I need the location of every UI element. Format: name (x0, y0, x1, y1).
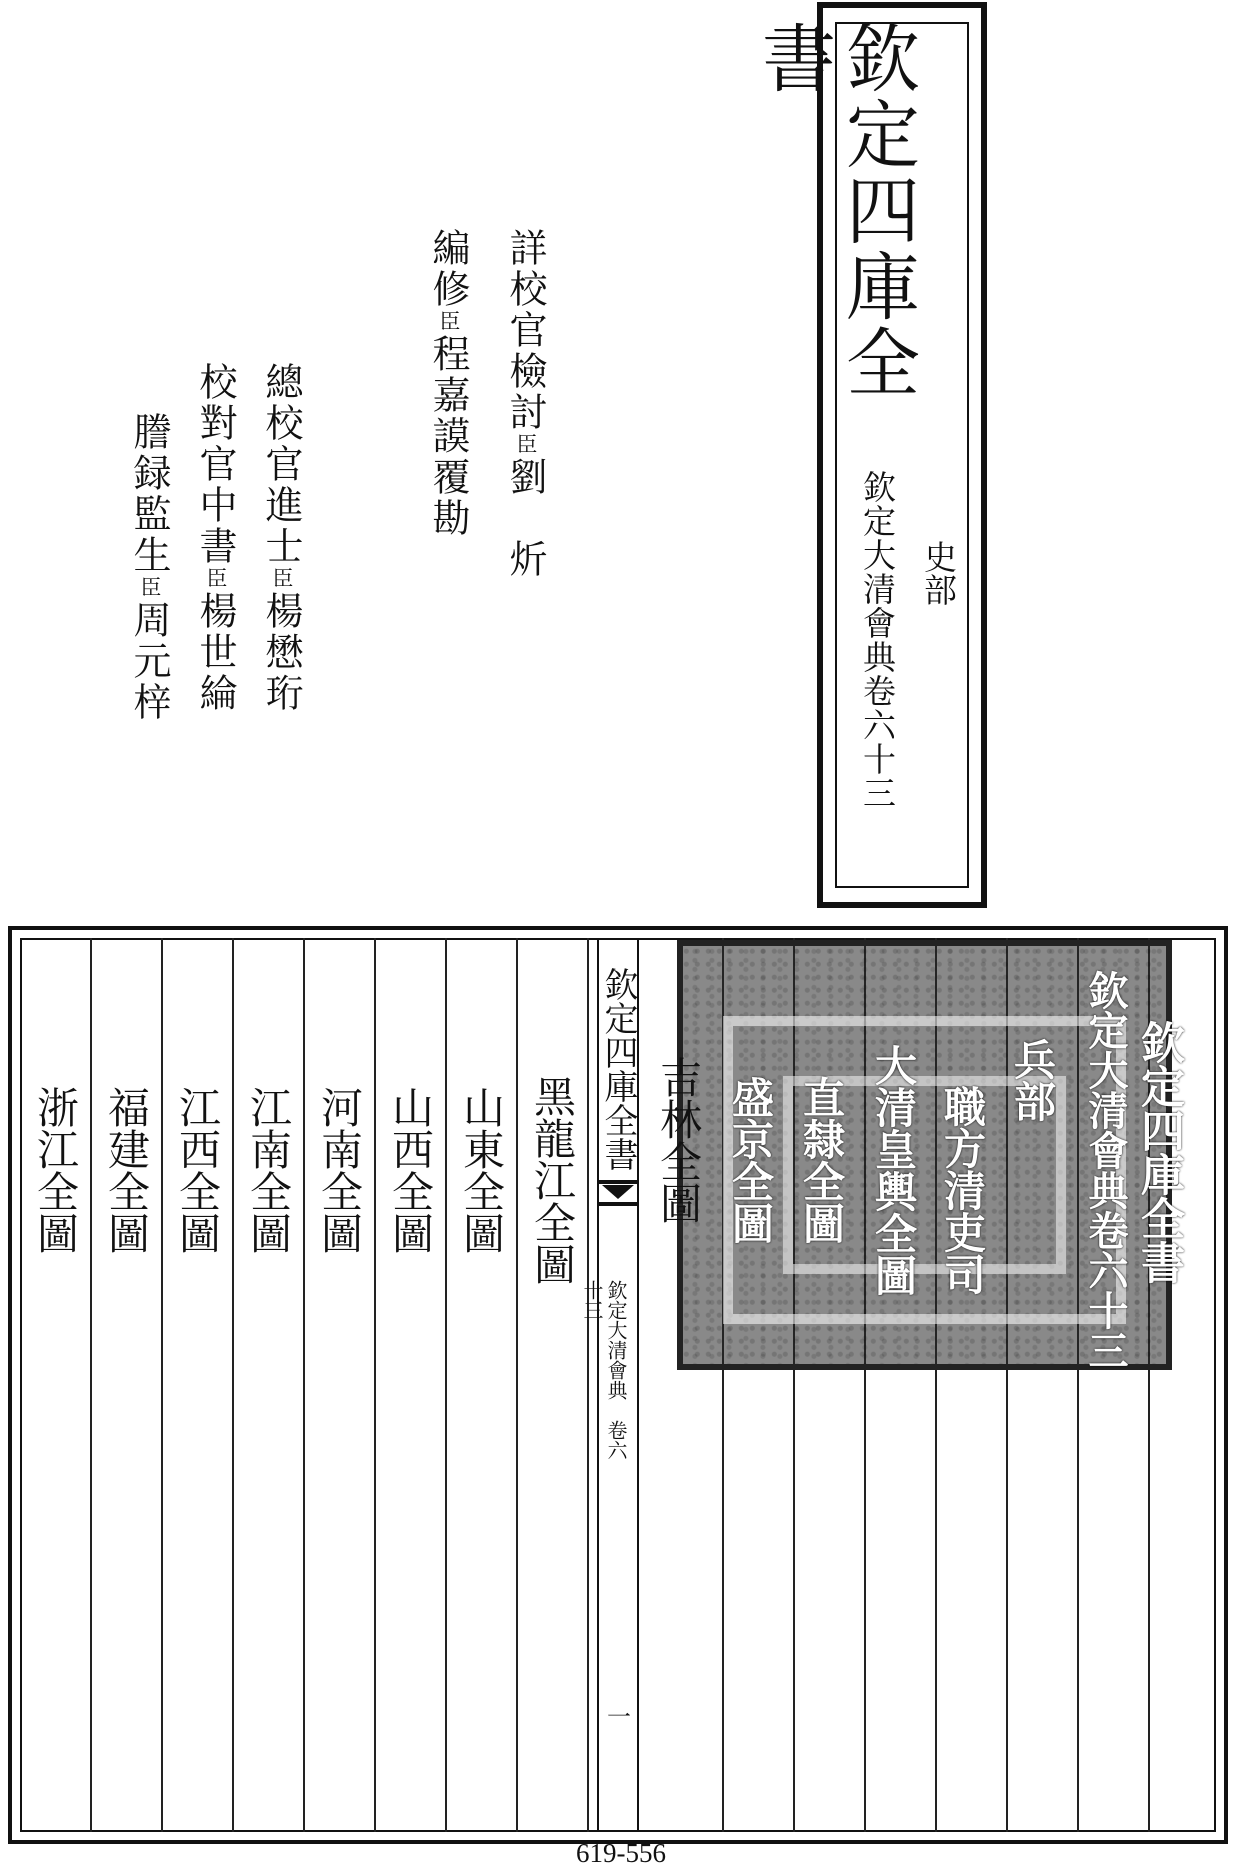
credit-name: 程嘉謨覆勘 (426, 333, 470, 539)
center-fold-volume: 欽定大清會典 卷六十三 (580, 1280, 628, 1460)
credit-title: 校對官中書 (193, 362, 237, 567)
leaf-number: 一 (607, 1703, 631, 1731)
credit-chen: 臣 (436, 310, 460, 334)
credit-title: 總校官進士 (259, 362, 303, 567)
credit-name: 劉 炘 (503, 456, 547, 580)
map-entry-jilin: 吉林全圖 (654, 1056, 703, 1224)
column-rule (161, 938, 163, 1832)
credit-line-3 (258, 362, 304, 882)
column-rule (516, 938, 518, 1832)
map-entry-zhili: 直隸全圖 (797, 1076, 846, 1244)
credit-title: 詳校官檢討 (503, 228, 547, 433)
map-entry-daqing: 大清皇輿全圖 (869, 1044, 918, 1296)
seal-line-4: 職方清吏司 (938, 1085, 987, 1295)
seal-line-2: 欽定大清會典卷六十三 (1082, 970, 1129, 1370)
seal-line-1: 欽定四庫全書 (1133, 1020, 1184, 1284)
map-entry-shanxi: 山西全圖 (386, 1086, 435, 1254)
collection-title: 欽定四庫全書 (750, 20, 920, 400)
column-rule (445, 938, 447, 1832)
credit-chen: 臣 (513, 433, 537, 457)
map-entry-shengjing: 盛京全圖 (726, 1076, 775, 1244)
fish-tail-mark (599, 1180, 637, 1206)
credit-line-4 (192, 362, 238, 882)
column-rule (232, 938, 234, 1832)
credit-chen: 臣 (269, 567, 293, 591)
column-rule (90, 938, 92, 1832)
credit-chen: 臣 (203, 567, 227, 591)
volume-title: 欽定大清會典卷六十三 (858, 470, 897, 810)
credit-title: 編修 (426, 228, 470, 310)
credit-name: 楊懋珩 (259, 590, 303, 714)
column-rule (374, 938, 376, 1832)
column-rule (303, 938, 305, 1832)
map-entry-jiangxi: 江西全圖 (173, 1086, 222, 1254)
credit-chen: 臣 (137, 576, 161, 600)
map-entry-fujian: 福建全圖 (102, 1086, 151, 1254)
page-code: 619-556 (576, 1838, 666, 1868)
map-entry-heilongjiang: 黑龍江全圖 (528, 1075, 577, 1285)
column-rule (587, 938, 589, 1832)
credit-line-5 (126, 412, 172, 932)
credit-name: 周元梓 (127, 599, 171, 723)
map-entry-jiangnan: 江南全圖 (244, 1086, 293, 1254)
map-entry-henan: 河南全圖 (315, 1086, 364, 1254)
credit-title: 謄録監生 (127, 412, 171, 576)
map-entry-shandong: 山東全圖 (457, 1086, 506, 1254)
credit-name: 楊世綸 (193, 590, 237, 714)
map-entry-zhejiang: 浙江全圖 (31, 1086, 80, 1254)
seal-line-3: 兵部 (1008, 1038, 1057, 1122)
credit-line-1 (502, 228, 548, 748)
department-label: 史部 (919, 540, 958, 606)
credit-line-2 (425, 228, 471, 748)
center-fold-title: 欽定四庫全書 (598, 967, 638, 1171)
